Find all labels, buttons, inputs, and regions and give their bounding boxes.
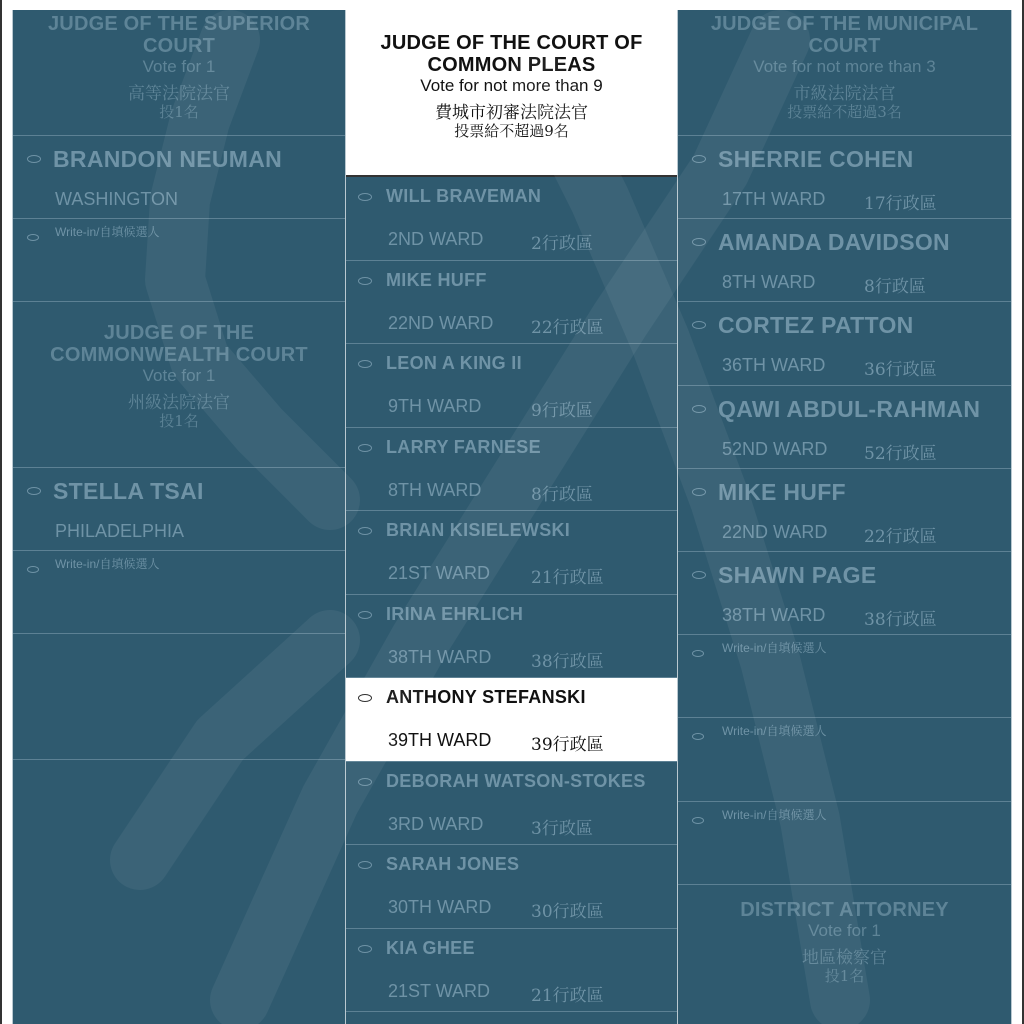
candidate-ward-zh: 21行政區	[531, 568, 604, 588]
candidate-ward-zh: 21行政區	[531, 985, 604, 1006]
commonwealth-write-in-row[interactable]	[13, 551, 345, 634]
vote-oval[interactable]	[358, 945, 372, 953]
candidate-row[interactable]	[346, 762, 677, 846]
candidate-name: MIKE HUFF	[386, 269, 487, 290]
candidate-ward-zh: 9行政區	[531, 401, 593, 421]
middle-column	[345, 10, 678, 1024]
vote-oval[interactable]	[358, 360, 372, 368]
right-column	[677, 10, 1012, 1024]
municipal-court-header	[678, 10, 1011, 136]
vote-oval[interactable]	[692, 321, 706, 329]
candidate-row[interactable]	[678, 552, 1011, 635]
candidate-row[interactable]	[678, 136, 1011, 219]
commonwealth-title-line2: COMMONWEALTH COURT	[50, 344, 308, 366]
candidate-ward-zh: 8行政區	[531, 484, 593, 505]
candidate-name: WILL BRAVEMAN	[386, 186, 542, 206]
vote-oval[interactable]	[692, 488, 706, 496]
candidate-name: BRIAN KISIELEWSKI	[386, 520, 571, 540]
da-vote-zh: 投1名	[824, 967, 865, 985]
vote-oval[interactable]	[358, 193, 372, 201]
candidate-row-brandon-neuman[interactable]	[13, 136, 345, 219]
candidate-ward: 22ND WARD	[722, 521, 828, 542]
common-pleas-vote-instruction: Vote for not more than 9	[420, 76, 603, 95]
municipal-write-in-row[interactable]	[678, 635, 1011, 718]
candidate-ward-zh: 30行政區	[531, 902, 604, 922]
candidate-row[interactable]	[678, 386, 1011, 469]
superior-vote-instruction: Vote for 1	[142, 57, 216, 76]
candidate-place: PHILADELPHIA	[55, 521, 185, 541]
candidate-name: SARAH JONES	[386, 854, 520, 874]
candidate-ward: 52ND WARD	[722, 438, 828, 459]
candidate-row[interactable]	[346, 929, 677, 1013]
candidate-row[interactable]	[346, 344, 677, 428]
superior-write-in-row[interactable]	[13, 219, 345, 302]
write-in-label: Write-in/自填候選人	[722, 807, 827, 822]
candidate-ward: 21ST WARD	[388, 980, 491, 1001]
superior-title-line2: COURT	[142, 35, 216, 57]
superior-vote-zh: 投1名	[159, 103, 199, 121]
candidate-ward: 3RD WARD	[388, 813, 484, 834]
left-column	[12, 10, 346, 1024]
candidate-ward: 21ST WARD	[388, 563, 491, 583]
vote-oval[interactable]	[27, 487, 41, 495]
candidate-ward: 38TH WARD	[388, 646, 492, 667]
candidate-row[interactable]	[678, 219, 1011, 302]
candidate-name: CORTEZ PATTON	[718, 312, 914, 339]
da-title: DISTRICT ATTORNEY	[740, 899, 949, 921]
vote-oval[interactable]	[27, 155, 41, 163]
write-in-oval[interactable]	[27, 566, 39, 573]
candidate-place: WASHINGTON	[55, 189, 179, 209]
vote-oval[interactable]	[358, 277, 372, 285]
candidate-name: STELLA TSAI	[53, 478, 204, 504]
municipal-vote-instruction: Vote for not more than 3	[753, 57, 936, 76]
municipal-title-line1: JUDGE OF THE MUNICIPAL	[710, 13, 979, 35]
candidate-name: SHAWN PAGE	[718, 562, 877, 588]
superior-title-line1: JUDGE OF THE SUPERIOR	[47, 13, 310, 35]
candidate-ward-zh: 36行政區	[864, 360, 937, 381]
common-pleas-title-line2: COMMON PLEAS	[427, 54, 596, 76]
empty-cell	[13, 634, 345, 760]
candidate-row[interactable]	[346, 595, 677, 679]
commonwealth-title-line1: JUDGE OF THE	[103, 322, 255, 344]
candidate-row[interactable]	[346, 678, 677, 762]
candidate-row[interactable]	[678, 469, 1011, 552]
candidate-row[interactable]	[346, 845, 677, 929]
write-in-label: Write-in/自填候選人	[722, 724, 827, 739]
candidate-ward-zh: 22行政區	[531, 317, 604, 338]
vote-oval[interactable]	[358, 861, 372, 869]
candidate-name: ANTHONY STEFANSKI	[386, 687, 586, 707]
candidate-row[interactable]	[346, 428, 677, 512]
vote-oval[interactable]	[358, 444, 372, 452]
common-pleas-title-zh: 費城市初審法院法官	[435, 103, 588, 123]
commonwealth-vote-instruction: Vote for 1	[142, 366, 216, 385]
candidate-ward: 8TH WARD	[722, 272, 816, 293]
candidate-ward-zh: 22行政區	[864, 526, 937, 547]
candidate-name: KIA GHEE	[386, 937, 475, 958]
candidate-row[interactable]	[346, 261, 677, 345]
write-in-oval[interactable]	[692, 650, 704, 657]
candidate-row[interactable]	[346, 511, 677, 595]
candidate-name: DEBORAH WATSON-STOKES	[386, 770, 646, 791]
candidate-name: QAWI ABDUL-RAHMAN	[718, 395, 981, 422]
common-pleas-header	[346, 10, 677, 177]
district-attorney-header	[678, 885, 1011, 1024]
candidate-ward-zh: 38行政區	[531, 651, 604, 672]
common-pleas-vote-zh: 投票給不超過9名	[454, 122, 569, 140]
vote-oval[interactable]	[358, 778, 372, 786]
candidate-row-stella-tsai[interactable]	[13, 468, 345, 551]
superior-court-header	[13, 10, 345, 136]
candidate-ward-zh: 38行政區	[864, 610, 937, 630]
write-in-oval[interactable]	[692, 817, 704, 824]
candidate-name: BRANDON NEUMAN	[53, 146, 283, 172]
vote-oval[interactable]	[692, 155, 706, 163]
vote-oval[interactable]	[692, 405, 706, 413]
candidate-ward: 9TH WARD	[388, 396, 482, 416]
candidate-ward-zh: 3行政區	[531, 818, 593, 839]
commonwealth-title-zh: 州級法院法官	[128, 393, 230, 413]
candidate-row[interactable]	[346, 177, 677, 261]
candidate-name: LEON A KING II	[386, 353, 522, 373]
candidate-ward-zh: 17行政區	[864, 194, 937, 214]
candidate-ward: 22ND WARD	[388, 312, 494, 333]
candidate-name: LARRY FARNESE	[386, 436, 541, 457]
candidate-ward-zh: 8行政區	[864, 277, 926, 298]
candidate-name: AMANDA DAVIDSON	[718, 229, 950, 256]
candidate-ward: 2ND WARD	[388, 229, 484, 249]
municipal-write-in-row[interactable]	[678, 718, 1011, 801]
candidate-ward: 38TH WARD	[722, 605, 826, 625]
municipal-title-line2: COURT	[808, 35, 881, 57]
superior-title-zh: 高等法院法官	[128, 84, 230, 104]
candidate-name: IRINA EHRLICH	[386, 603, 524, 624]
candidate-row[interactable]	[678, 302, 1011, 385]
municipal-vote-zh: 投票給不超過3名	[787, 103, 902, 121]
write-in-oval[interactable]	[692, 733, 704, 740]
candidate-ward: 30TH WARD	[388, 897, 492, 917]
candidate-name: SHERRIE COHEN	[718, 146, 914, 172]
vote-oval[interactable]	[358, 527, 372, 535]
common-pleas-title-line1: JUDGE OF THE COURT OF	[380, 32, 643, 54]
candidate-ward-zh: 39行政區	[531, 735, 604, 755]
candidate-ward: 17TH WARD	[722, 189, 826, 209]
vote-oval[interactable]	[358, 611, 372, 619]
da-title-zh: 地區檢察官	[802, 948, 887, 968]
write-in-label: Write-in/自填候選人	[55, 557, 160, 571]
vote-oval[interactable]	[692, 571, 706, 579]
vote-oval[interactable]	[358, 694, 372, 702]
write-in-oval[interactable]	[27, 234, 39, 241]
write-in-label: Write-in/自填候選人	[722, 641, 827, 656]
vote-oval[interactable]	[692, 238, 706, 246]
candidate-ward-zh: 52行政區	[864, 443, 937, 464]
write-in-label: Write-in/自填候選人	[55, 225, 160, 239]
candidate-ward: 36TH WARD	[722, 355, 826, 376]
commonwealth-court-header	[13, 302, 345, 468]
municipal-write-in-row[interactable]	[678, 802, 1011, 885]
candidate-ward-zh: 2行政區	[531, 234, 593, 254]
municipal-title-zh: 市級法院法官	[793, 84, 896, 104]
candidate-ward: 39TH WARD	[388, 730, 492, 750]
candidate-ward: 8TH WARD	[388, 479, 482, 500]
candidate-name: MIKE HUFF	[718, 478, 846, 505]
commonwealth-vote-zh: 投1名	[159, 412, 199, 430]
da-vote-instruction: Vote for 1	[808, 921, 881, 940]
